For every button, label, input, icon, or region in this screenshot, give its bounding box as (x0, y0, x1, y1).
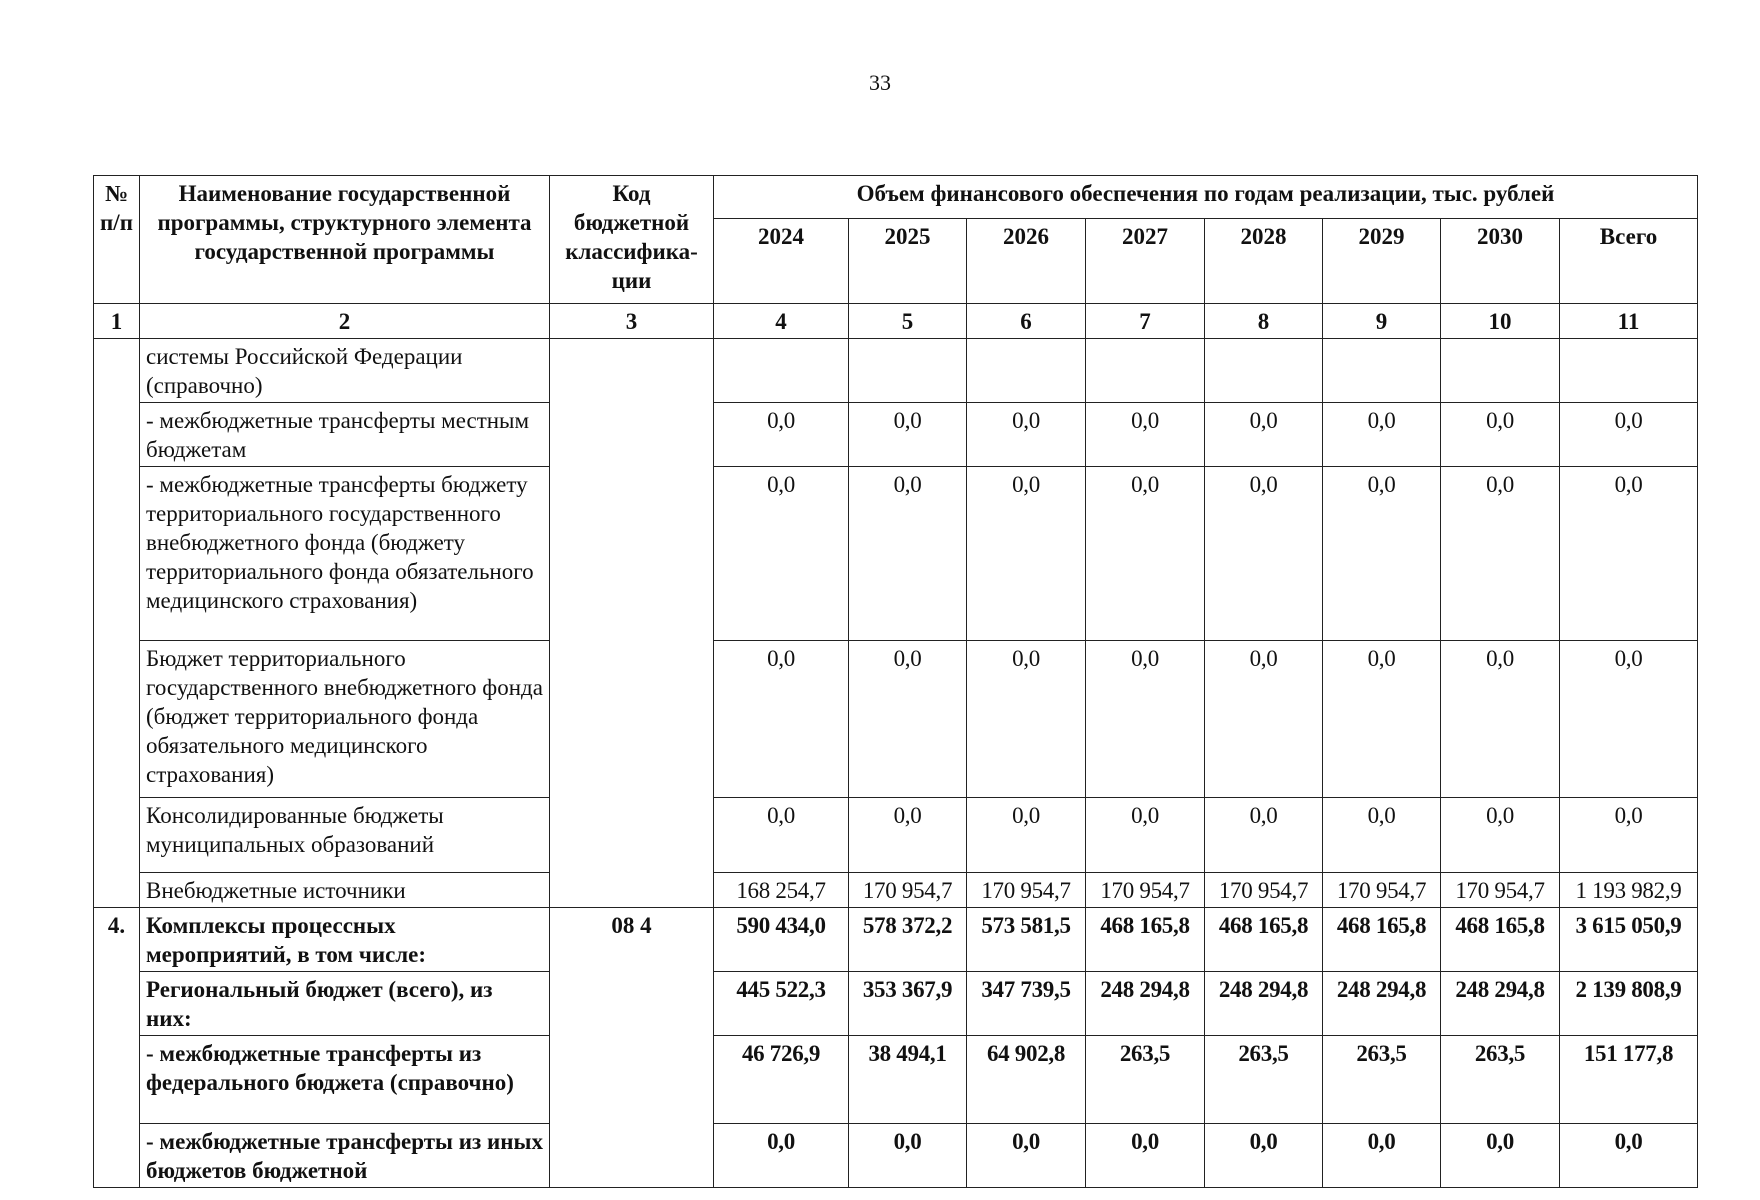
column-number: 2 (140, 304, 550, 339)
column-number: 1 (94, 304, 140, 339)
value-cell: 2 139 808,9 (1560, 972, 1698, 1036)
row-code-cell (550, 339, 714, 908)
value-cell: 0,0 (1205, 403, 1323, 467)
value-cell: 347 739,5 (967, 972, 1086, 1036)
header-funding: Объем финансового обеспечения по годам реализации, тыс. рублей (714, 176, 1698, 219)
value-cell: 263,5 (1441, 1036, 1560, 1124)
column-number: 3 (550, 304, 714, 339)
value-cell: 263,5 (1086, 1036, 1205, 1124)
row-index-cell (94, 339, 140, 908)
value-cell: 0,0 (1086, 641, 1205, 798)
value-cell (1560, 339, 1698, 403)
row-name: Внебюджетные источники (140, 873, 550, 908)
value-cell: 0,0 (1441, 467, 1560, 641)
value-cell: 468 165,8 (1441, 908, 1560, 972)
table-row (94, 467, 1698, 641)
header-year: 2028 (1205, 219, 1323, 304)
value-cell (849, 339, 967, 403)
value-cell: 1 193 982,9 (1560, 873, 1698, 908)
row-code: 08 4 (550, 908, 714, 1188)
page-number: 33 (869, 70, 891, 95)
value-cell: 248 294,8 (1323, 972, 1441, 1036)
value-cell: 0,0 (1323, 641, 1441, 798)
value-cell: 353 367,9 (849, 972, 967, 1036)
row-name: - межбюджетные трансферты из федерального бюджета (справочно) (140, 1036, 550, 1124)
header-year: 2029 (1323, 219, 1441, 304)
value-cell: 170 954,7 (1323, 873, 1441, 908)
header-code: Код бюджетной классифика-ции (550, 176, 714, 304)
value-cell: 468 165,8 (1205, 908, 1323, 972)
column-number: 11 (1560, 304, 1698, 339)
value-cell: 0,0 (714, 403, 849, 467)
table-row (94, 403, 1698, 467)
header-total: Всего (1560, 219, 1698, 304)
value-cell: 168 254,7 (714, 873, 849, 908)
table-row (94, 641, 1698, 798)
budget-table (93, 175, 1698, 1188)
row-name: Консолидированные бюджеты муниципальных образований (140, 798, 550, 873)
value-cell: 0,0 (1323, 1124, 1441, 1188)
value-cell: 151 177,8 (1560, 1036, 1698, 1124)
value-cell (1323, 339, 1441, 403)
header-number: № п/п (94, 176, 140, 304)
column-number: 10 (1441, 304, 1560, 339)
value-cell (1205, 339, 1323, 403)
row-index: 4. (94, 908, 140, 1188)
value-cell: 0,0 (714, 1124, 849, 1188)
value-cell: 468 165,8 (1086, 908, 1205, 972)
value-cell: 0,0 (1205, 798, 1323, 873)
value-cell: 0,0 (1560, 403, 1698, 467)
value-cell: 0,0 (1560, 1124, 1698, 1188)
row-name: - межбюджетные трансферты из иных бюджетов бюджетной (140, 1124, 550, 1188)
value-cell: 0,0 (1323, 403, 1441, 467)
value-cell: 0,0 (1205, 641, 1323, 798)
value-cell: 0,0 (1086, 798, 1205, 873)
value-cell: 578 372,2 (849, 908, 967, 972)
value-cell: 0,0 (967, 641, 1086, 798)
value-cell: 170 954,7 (967, 873, 1086, 908)
header-name: Наименование государственной программы, структурного элемента государственной программы (140, 176, 550, 304)
table-row (94, 873, 1698, 908)
value-cell: 0,0 (1560, 641, 1698, 798)
value-cell: 573 581,5 (967, 908, 1086, 972)
row-name: Комплексы процессных мероприятий, в том числе: (140, 908, 550, 972)
value-cell: 0,0 (1086, 1124, 1205, 1188)
header-year: 2024 (714, 219, 849, 304)
value-cell: 170 954,7 (1441, 873, 1560, 908)
value-cell: 38 494,1 (849, 1036, 967, 1124)
value-cell: 0,0 (849, 1124, 967, 1188)
value-cell (714, 339, 849, 403)
value-cell: 0,0 (1560, 467, 1698, 641)
value-cell: 0,0 (967, 403, 1086, 467)
value-cell: 0,0 (714, 798, 849, 873)
value-cell: 0,0 (849, 467, 967, 641)
table-header (94, 176, 1698, 304)
header-year: 2026 (967, 219, 1086, 304)
value-cell: 248 294,8 (1441, 972, 1560, 1036)
row-name: - межбюджетные трансферты бюджету территориального государственного внебюджетного фонда (бюджету территориального фонда обязательного медицинского страхования) (140, 467, 550, 641)
header-year: 2025 (849, 219, 967, 304)
value-cell: 0,0 (1441, 798, 1560, 873)
value-cell: 64 902,8 (967, 1036, 1086, 1124)
table-row (94, 1124, 1698, 1188)
value-cell: 590 434,0 (714, 908, 849, 972)
value-cell: 0,0 (1441, 1124, 1560, 1188)
value-cell: 0,0 (1205, 467, 1323, 641)
value-cell: 170 954,7 (1205, 873, 1323, 908)
value-cell: 0,0 (1441, 403, 1560, 467)
value-cell (967, 339, 1086, 403)
row-name: - межбюджетные трансферты местным бюджетам (140, 403, 550, 467)
value-cell: 170 954,7 (1086, 873, 1205, 908)
value-cell (1441, 339, 1560, 403)
value-cell: 0,0 (1323, 798, 1441, 873)
value-cell: 0,0 (1441, 641, 1560, 798)
value-cell: 0,0 (1323, 467, 1441, 641)
row-name: системы Российской Федерации (справочно) (140, 339, 550, 403)
row-name: Бюджет территориального государственного внебюджетного фонда (бюджет территориального фонда обязательного медицинского страхования) (140, 641, 550, 798)
table-row (94, 908, 1698, 972)
value-cell: 248 294,8 (1205, 972, 1323, 1036)
value-cell: 445 522,3 (714, 972, 849, 1036)
header-year: 2027 (1086, 219, 1205, 304)
value-cell: 0,0 (967, 467, 1086, 641)
table-row (94, 339, 1698, 403)
value-cell: 263,5 (1205, 1036, 1323, 1124)
value-cell: 0,0 (849, 403, 967, 467)
table-row (94, 972, 1698, 1036)
value-cell: 0,0 (967, 1124, 1086, 1188)
value-cell: 0,0 (849, 641, 967, 798)
column-number-row (94, 304, 1698, 339)
value-cell: 0,0 (1086, 467, 1205, 641)
column-number: 4 (714, 304, 849, 339)
value-cell: 263,5 (1323, 1036, 1441, 1124)
column-number: 5 (849, 304, 967, 339)
column-number: 8 (1205, 304, 1323, 339)
value-cell: 0,0 (1086, 403, 1205, 467)
value-cell: 0,0 (967, 798, 1086, 873)
value-cell: 248 294,8 (1086, 972, 1205, 1036)
table-row (94, 798, 1698, 873)
value-cell: 0,0 (714, 467, 849, 641)
column-number: 6 (967, 304, 1086, 339)
value-cell: 46 726,9 (714, 1036, 849, 1124)
value-cell: 0,0 (849, 798, 967, 873)
value-cell: 0,0 (1560, 798, 1698, 873)
value-cell (1086, 339, 1205, 403)
column-number: 9 (1323, 304, 1441, 339)
column-number: 7 (1086, 304, 1205, 339)
value-cell: 0,0 (1205, 1124, 1323, 1188)
table-row (94, 1036, 1698, 1124)
value-cell: 0,0 (714, 641, 849, 798)
value-cell: 3 615 050,9 (1560, 908, 1698, 972)
header-year: 2030 (1441, 219, 1560, 304)
row-name: Региональный бюджет (всего), из них: (140, 972, 550, 1036)
value-cell: 468 165,8 (1323, 908, 1441, 972)
value-cell: 170 954,7 (849, 873, 967, 908)
